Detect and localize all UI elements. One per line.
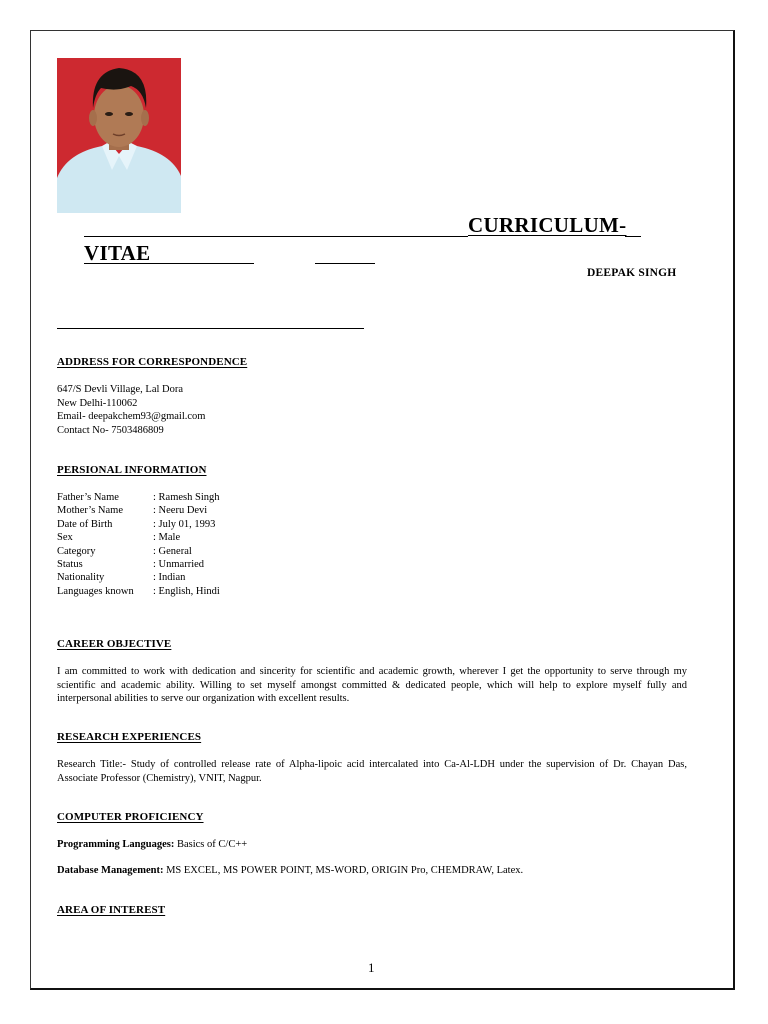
email-line: Email- deepakchem93@gmail.com (57, 411, 206, 422)
info-row (57, 585, 220, 598)
info-label: Languages known (57, 585, 134, 597)
info-label: Date of Birth (57, 518, 113, 530)
info-row (57, 545, 220, 558)
address-heading: ADDRESS FOR CORRESPONDENCE (57, 356, 248, 368)
personal-info-table (57, 491, 220, 598)
interest-heading: AREA OF INTEREST (57, 904, 166, 916)
title-trail-underline (625, 236, 641, 237)
info-value: : Male (153, 532, 181, 544)
address-line: New Delhi-110062 (57, 397, 138, 409)
info-label: Category (57, 545, 96, 557)
info-label: Father’s Name (57, 492, 119, 503)
info-value: : Ramesh Singh (153, 492, 220, 503)
contact-line: Contact No- 7503486809 (57, 424, 164, 436)
info-row (57, 518, 220, 531)
portrait-photo (57, 58, 181, 213)
career-heading: CAREER OBJECTIVE (57, 638, 172, 650)
title-curriculum: CURRICULUM- (468, 213, 627, 237)
info-value: : Unmarried (153, 559, 205, 571)
info-value: : July 01, 1993 (153, 518, 216, 530)
title-underline (84, 236, 468, 237)
programming-value: Basics of C/C++ (174, 839, 248, 850)
research-heading: RESEARCH EXPERIENCES (57, 731, 202, 743)
info-label: Nationality (57, 572, 105, 584)
vitae-underline (84, 263, 254, 264)
personal-heading: PERSIONAL INFORMATION (57, 464, 207, 476)
info-value: : Neeru Devi (153, 505, 208, 517)
database-value: MS EXCEL, MS POWER POINT, MS-WORD, ORIGIN Pro, CHEMDRAW, Latex. (163, 865, 524, 876)
info-label: Mother’s Name (57, 505, 123, 517)
career-text: I am committed to work with dedication and sincerity for scientific and academic growth, wherever I get the opportunity to serve through my scientific and academic ability. Willing to set myself amongst committed & dedicated people, which will help to explore myself fully and interpersonal abilities to serve our organization with excellent results. (57, 666, 687, 705)
info-row (57, 531, 220, 544)
page-number: 1 (368, 960, 375, 975)
programming-line (57, 838, 247, 852)
info-row (57, 558, 220, 571)
info-row (57, 504, 220, 517)
address-block (57, 383, 205, 437)
database-label: Database Management: (57, 865, 164, 876)
title-vitae: VITAE (84, 241, 151, 265)
info-label: Sex (57, 532, 73, 544)
short-underline (315, 263, 375, 264)
info-row (57, 571, 220, 584)
portrait-image (57, 58, 181, 213)
research-text: Research Title:- Study of controlled release rate of Alpha-lipoic acid intercalated into Ca-Al-LDH under the supervision of Dr. Chayan Das, Associate Professor (Chemistry), VNIT, Nagpur. (57, 759, 687, 784)
info-label: Status (57, 559, 83, 571)
info-value: : General (153, 545, 192, 557)
separator-line (57, 328, 364, 329)
candidate-name: DEEPAK SINGH (587, 267, 677, 279)
computer-heading: COMPUTER PROFICIENCY (57, 811, 204, 823)
database-line (57, 864, 523, 878)
programming-label: Programming Languages: (57, 839, 175, 850)
info-value: : Indian (153, 572, 186, 584)
info-row (57, 491, 220, 504)
address-line: 647/S Devli Village, Lal Dora (57, 384, 184, 395)
info-value: : English, Hindi (153, 585, 220, 597)
